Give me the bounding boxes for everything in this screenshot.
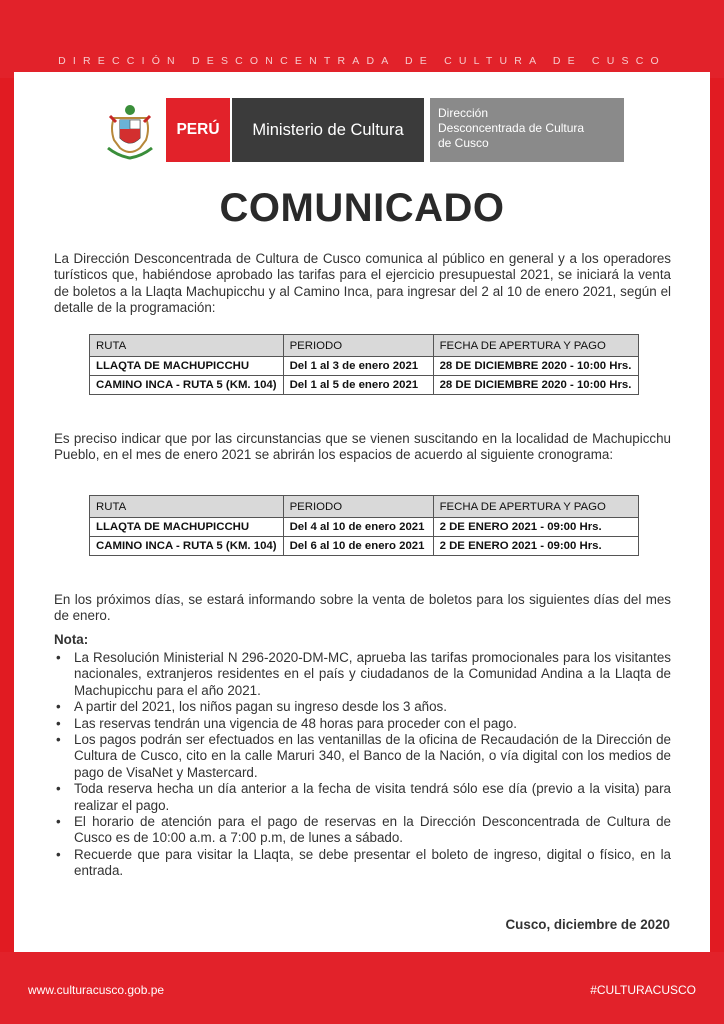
- table-cell: Del 1 al 3 de enero 2021: [283, 357, 433, 376]
- directorate-logo: [430, 98, 624, 162]
- note-item: • Las reservas tendrán una vigencia de 48 horas para proceder con el pago.: [54, 716, 671, 732]
- table-cell: 2 DE ENERO 2021 - 09:00 Hrs.: [433, 518, 638, 537]
- table-cell: Del 4 al 10 de enero 2021: [283, 518, 433, 537]
- table-cell: Del 6 al 10 de enero 2021: [283, 537, 433, 556]
- table-cell: 28 DE DICIEMBRE 2020 - 10:00 Hrs.: [433, 357, 638, 376]
- header-cell: RUTA: [90, 335, 284, 357]
- note-item: • La Resolución Ministerial N 296-2020-DM-MC, aprueba las tarifas promocionales para los visitantes nacionales, extranjeros residentes en el país y ciudadanos de la Comunidad Andina a la Llaqta de Machupicchu para el año 2021.: [54, 650, 671, 699]
- note-item: • Los pagos podrán ser efectuados en las ventanillas de la oficina de Recaudación de la Dirección de Cultura de Cusco, cito en la calle Maruri 340, el Banco de la Nación, o vía digital con los medios de pago de VisaNet y Mastercard.: [54, 732, 671, 781]
- website-link[interactable]: www.culturacusco.gob.pe: [28, 983, 165, 997]
- notes-list: [54, 650, 671, 880]
- table-cell: LLAQTA DE MACHUPICCHU: [90, 357, 284, 376]
- header-cell: PERIODO: [283, 496, 433, 518]
- directorate-line: Desconcentrada de Cultura: [438, 121, 585, 135]
- table-cell: LLAQTA DE MACHUPICCHU: [90, 518, 284, 537]
- table-cell: CAMINO INCA - RUTA 5 (KM. 104): [90, 537, 284, 556]
- header-cell: RUTA: [90, 496, 284, 518]
- table-cell: 2 DE ENERO 2021 - 09:00 Hrs.: [433, 537, 638, 556]
- signoff: Cusco, diciembre de 2020: [505, 917, 670, 932]
- third-paragraph: En los próximos días, se estará informando sobre la venta de boletos para los siguientes días del mes de enero.: [54, 592, 671, 624]
- header-cell: PERIODO: [283, 335, 433, 357]
- notes-title: Nota:: [54, 632, 89, 647]
- directorate-line: Dirección: [438, 106, 489, 120]
- hashtag: #CULTURACUSCO: [590, 983, 696, 997]
- table-row: [90, 376, 639, 395]
- table-cell: Del 1 al 5 de enero 2021: [283, 376, 433, 395]
- table-cell: CAMINO INCA - RUTA 5 (KM. 104): [90, 376, 284, 395]
- ministry-logo: Ministerio de Cultura: [232, 98, 424, 162]
- table-row: [90, 518, 639, 537]
- table-header-row: [90, 496, 639, 518]
- table-row: [90, 537, 639, 556]
- header-cell: FECHA DE APERTURA Y PAGO: [433, 496, 638, 518]
- directorate-line: de Cusco: [438, 136, 489, 150]
- note-item: • A partir del 2021, los niños pagan su ingreso desde los 3 años.: [54, 699, 671, 715]
- page-title: COMUNICADO: [219, 186, 505, 230]
- republica-del-peru-shield-icon: [106, 98, 154, 160]
- band-title: DIRECCIÓN DESCONCENTRADA DE CULTURA DE CUSCO: [58, 55, 666, 67]
- intro-paragraph: La Dirección Desconcentrada de Cultura de Cusco comunica al público en general y a los operadores turísticos que, habiéndose aprobado las tarifas para el ejercicio presupuestal 2021, se iniciará la venta de boletos a la Llaqta Machupicchu y al Camino Inca, para ingresar del 2 al 10 de enero 2021, según el detalle de la programación:: [54, 251, 671, 316]
- peru-logo: PERÚ: [166, 98, 230, 162]
- table-cell: 28 DE DICIEMBRE 2020 - 10:00 Hrs.: [433, 376, 638, 395]
- note-item: • El horario de atención para el pago de reservas en la Dirección Desconcentrada de Cultura de Cusco es de 10:00 a.m. a 7:00 p.m, de lunes a sábado.: [54, 814, 671, 847]
- schedule-table-1: [89, 334, 639, 395]
- note-item: • Recuerde que para visitar la Llaqta, se debe presentar el boleto de ingreso, digital o físico, en la entrada.: [54, 847, 671, 880]
- schedule-table-2: [89, 495, 639, 556]
- second-paragraph: Es preciso indicar que por las circunstancias que se vienen suscitando en la localidad de Machupicchu Pueblo, en el mes de enero 2021 se abrirán los espacios de acuerdo al siguiente cronograma:: [54, 431, 671, 463]
- note-item: • Toda reserva hecha un día anterior a la fecha de visita tendrá sólo ese día (previo a la visita) para realizar el pago.: [54, 781, 671, 814]
- table-row: [90, 357, 639, 376]
- header-cell: FECHA DE APERTURA Y PAGO: [433, 335, 638, 357]
- table-header-row: [90, 335, 639, 357]
